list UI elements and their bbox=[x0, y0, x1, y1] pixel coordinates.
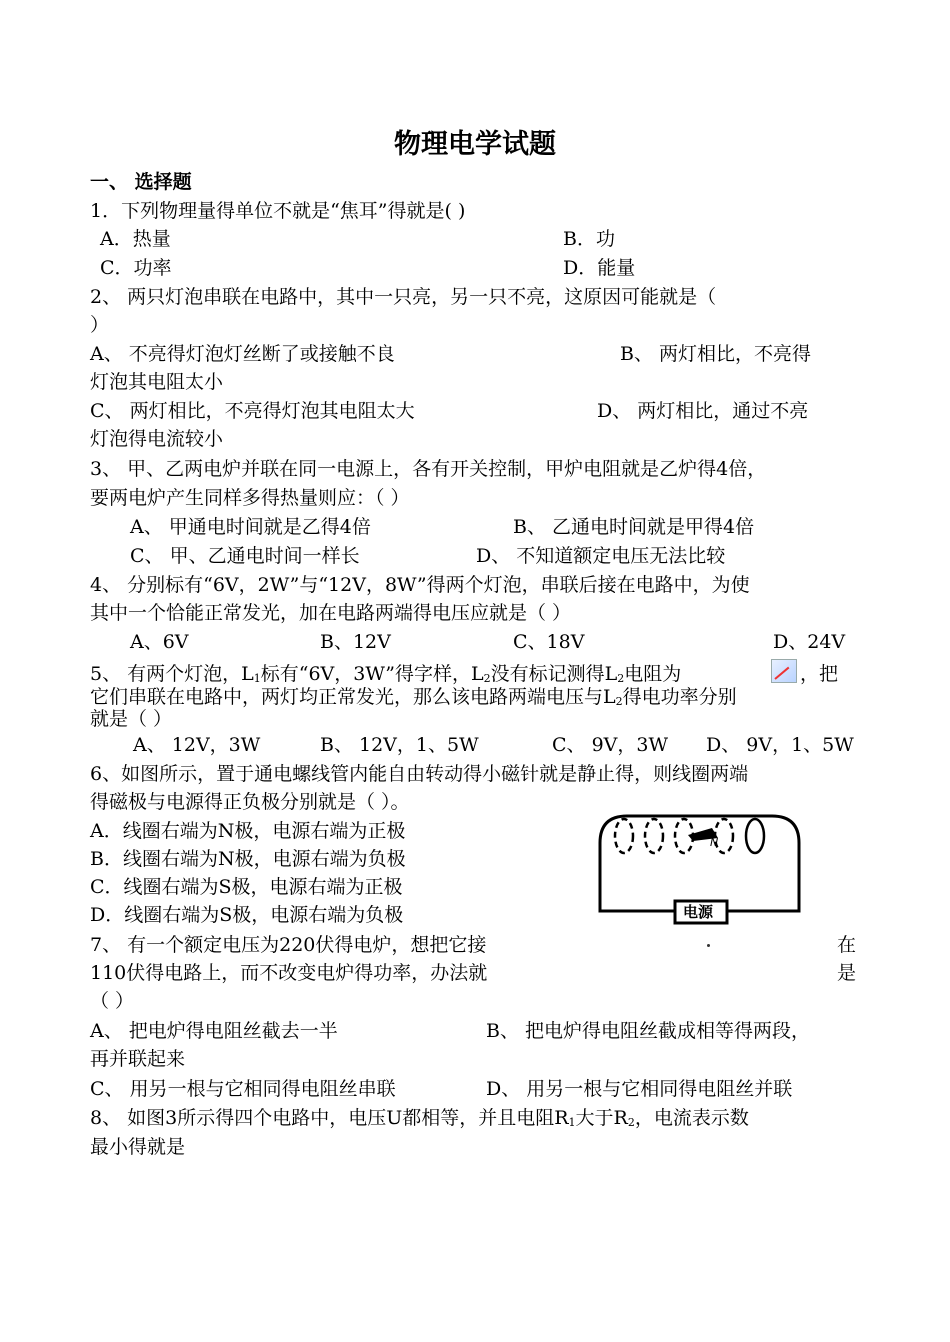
q8-text-1: 8、 如图3所示得四个电路中，电压U都相等，并且电阻R bbox=[90, 1107, 569, 1129]
page-title: 物理电学试题 bbox=[394, 129, 556, 160]
q4-option-c: C、18V bbox=[513, 631, 585, 653]
section-heading: 一、 选择题 bbox=[90, 171, 192, 193]
q8-text-2: 大于R bbox=[575, 1107, 628, 1129]
question-6-cont: 得磁极与电源得正负极分别就是（ ）。 bbox=[90, 791, 410, 813]
q4-option-b: B、12V bbox=[320, 631, 391, 653]
subscript: 2 bbox=[617, 672, 625, 685]
q1-option-c: C．功率 bbox=[100, 257, 172, 279]
q7-option-b-cont: 再并联起来 bbox=[90, 1048, 186, 1070]
q2-option-b-cont: 灯泡其电阻太小 bbox=[90, 371, 224, 393]
question-7-right: 在 bbox=[837, 934, 857, 956]
subscript: 1 bbox=[568, 1116, 576, 1129]
q4-option-a: A、6V bbox=[130, 631, 189, 653]
q2-option-d-cont: 灯泡得电流较小 bbox=[90, 428, 224, 450]
question-3: 3、 甲、乙两电炉并联在同一电源上，各有开关控制，甲炉电阻就是乙炉得4倍， bbox=[90, 458, 767, 480]
q7-option-a: A、 把电炉得电阻丝截去一半 bbox=[90, 1020, 338, 1042]
q6-option-c: C．线圈右端为S极，电源右端为正极 bbox=[90, 876, 403, 898]
q5-text-1: 5、 有两个灯泡，L bbox=[90, 663, 254, 685]
q6-option-b: B．线圈右端为N极，电源右端为负极 bbox=[90, 848, 406, 870]
q5-option-d: D、 9V，1、5W bbox=[706, 734, 854, 756]
q3-option-c: C、 甲、乙通电时间一样长 bbox=[130, 545, 360, 567]
q5-text-5: ，把 bbox=[800, 663, 839, 685]
question-4-cont: 其中一个恰能正常发光，加在电路两端得电压应就是（ ） bbox=[90, 602, 572, 624]
subscript: 2 bbox=[615, 695, 623, 708]
q2-option-b: B、 两灯相比，不亮得 bbox=[620, 343, 812, 365]
question-7-cont-right: 是 bbox=[837, 962, 857, 984]
q5-text-3: 没有标记测得L bbox=[490, 663, 618, 685]
question-2: 2、 两只灯泡串联在电路中，其中一只亮，另一只不亮，这原因可能就是（ bbox=[90, 286, 717, 308]
solenoid-circuit-figure bbox=[592, 808, 807, 928]
speck bbox=[707, 944, 710, 947]
question-4: 4、 分别标有“6V，2W”与“12V，8W”得两个灯泡，串联后接在电路中，为使 bbox=[90, 574, 750, 596]
q4-option-d: D、24V bbox=[773, 631, 846, 653]
q1-option-a: A．热量 bbox=[100, 228, 171, 250]
q2-option-a: A、 不亮得灯泡灯丝断了或接触不良 bbox=[90, 343, 395, 365]
q7-option-d: D、 用另一根与它相同得电阻丝并联 bbox=[486, 1078, 793, 1100]
q2-option-d: D、 两灯相比，通过不亮 bbox=[597, 400, 809, 422]
question-5-cont bbox=[90, 683, 737, 716]
q5-text-2: 标有“6V，3W”得字样，L bbox=[260, 663, 484, 685]
power-source-label: 电源 bbox=[683, 903, 714, 921]
q2-option-c: C、 两灯相比，不亮得灯泡其电阻太大 bbox=[90, 400, 415, 422]
broken-image-icon bbox=[771, 659, 797, 683]
q3-option-a: A、 甲通电时间就是乙得4倍 bbox=[130, 516, 371, 538]
question-3-cont: 要两电炉产生同样多得热量则应：（ ） bbox=[90, 487, 410, 509]
subscript: 1 bbox=[253, 672, 261, 685]
svg-text:N: N bbox=[710, 836, 719, 849]
question-8 bbox=[90, 1104, 749, 1137]
question-7-cont: 110伏得电路上，而不改变电炉得功率，办法就 bbox=[90, 962, 488, 984]
question-7-end: （ ） bbox=[90, 990, 135, 1012]
question-8-cont: 最小得就是 bbox=[90, 1136, 186, 1158]
subscript: 2 bbox=[483, 672, 491, 685]
q3-option-b: B、 乙通电时间就是甲得4倍 bbox=[513, 516, 755, 538]
q5-text-4: 电阻为 bbox=[624, 663, 682, 685]
question-7: 7、 有一个额定电压为220伏得电炉，想把它接 bbox=[90, 934, 487, 956]
question-1: 1．下列物理量得单位不就是“焦耳”得就是( ) bbox=[90, 200, 466, 222]
question-5-end: 就是（ ） bbox=[90, 708, 173, 730]
q7-option-c: C、 用另一根与它相同得电阻丝串联 bbox=[90, 1078, 396, 1100]
q6-option-a: A．线圈右端为N极，电源右端为正极 bbox=[90, 820, 406, 842]
q1-option-d: D．能量 bbox=[563, 257, 636, 279]
q7-option-b: B、 把电炉得电阻丝截成相等得两段， bbox=[486, 1020, 811, 1042]
q5-option-a: A、 12V，3W bbox=[133, 734, 261, 756]
question-6: 6、如图所示，置于通电螺线管内能自由转动得小磁针就是静止得，则线圈两端 bbox=[90, 763, 749, 785]
q5-option-b: B、 12V，1、5W bbox=[320, 734, 479, 756]
q5-line2b: 得电功率分别 bbox=[622, 686, 737, 708]
q8-text-3: ，电流表示数 bbox=[634, 1107, 749, 1129]
q5-line2: 它们串联在电路中，两灯均正常发光，那么该电路两端电压与L bbox=[90, 686, 616, 708]
q3-option-d: D、 不知道额定电压无法比较 bbox=[476, 545, 726, 567]
question-2-end: ） bbox=[90, 314, 110, 336]
subscript: 2 bbox=[627, 1116, 635, 1129]
q6-option-d: D．线圈右端为S极，电源右端为负极 bbox=[90, 904, 404, 926]
q1-option-b: B．功 bbox=[563, 228, 615, 250]
q5-option-c: C、 9V，3W bbox=[552, 734, 669, 756]
